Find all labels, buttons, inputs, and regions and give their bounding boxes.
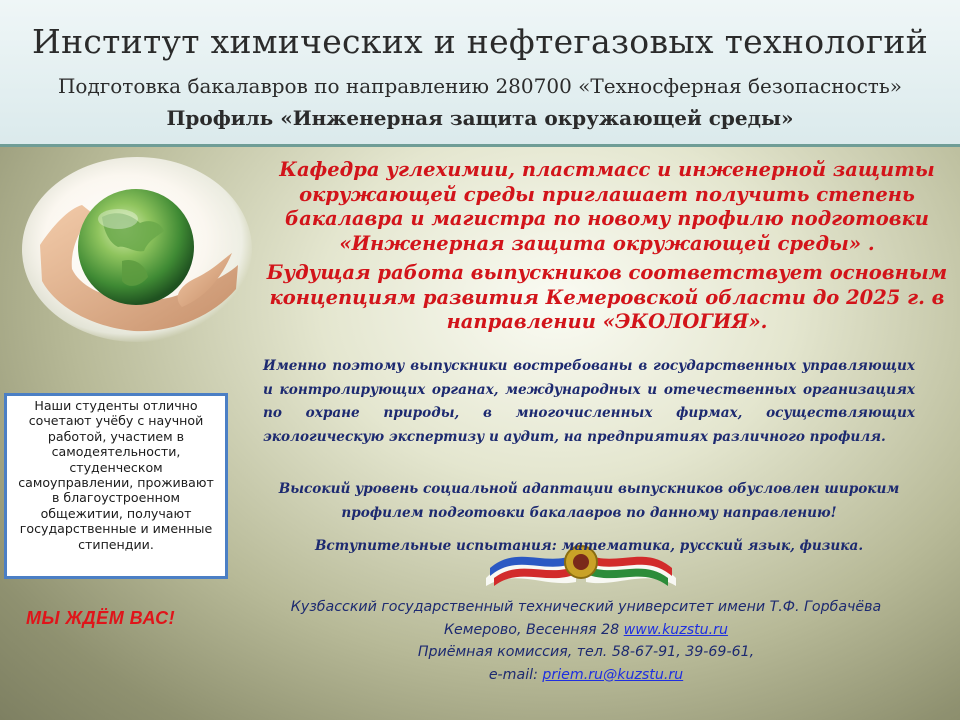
address-text: Кемерово, Весенняя 28 bbox=[443, 621, 624, 638]
globe-in-hands-icon bbox=[22, 157, 252, 342]
email-line bbox=[256, 664, 916, 687]
student-life-text: Наши студенты отлично сочетают учёбу с научной работой, участием в самодеятельности, студенческом самоуправлении, проживают в благоустроенном общежитии, получают государственные и именные стипендии. bbox=[18, 398, 214, 552]
intro-red-text bbox=[262, 158, 952, 335]
institute-title: Институт химических и нефтегазовых технологий bbox=[31, 22, 928, 61]
address-line bbox=[256, 619, 916, 642]
intro-paragraph-2: Будущая работа выпускников соответствует основным концепциям развития Кемеровской области до 2025 г. в направлении «ЭКОЛОГИЯ». bbox=[266, 261, 948, 333]
university-name: Кузбасский государственный технический университет имени Т.Ф. Горбачёва bbox=[290, 599, 882, 615]
contacts-footer bbox=[256, 596, 916, 686]
header-banner bbox=[0, 0, 960, 147]
welcome-slogan: МЫ ЖДЁМ ВАС! bbox=[26, 608, 176, 628]
student-life-box bbox=[4, 393, 228, 579]
entrance-exams: Вступительные испытания: математика, русский язык, физика. bbox=[314, 538, 864, 554]
careers-paragraph: Именно поэтому выпускники востребованы в государственных управляющих и контролирующих органах, международных и отечественных организациях по охране природы, в многочисленных фирмах, осуществляющих экологическую экспертизу и аудит, на предприятиях различного профиля. bbox=[263, 358, 915, 445]
program-subtitle: Подготовка бакалавров по направлению 280700 «Техносферная безопасность» bbox=[57, 74, 902, 98]
adaptation-paragraph: Высокий уровень социальной адаптации выпускников обусловлен широким профилем подготовки бакалавров по данному направлению! bbox=[278, 481, 900, 521]
intro-paragraph-1: Кафедра углехимии, пластмасс и инженерной защиты окружающей среды приглашает получить степень бакалавра и магистра по новому профилю подготовки «Инженерная защита окружающей среды» . bbox=[279, 158, 935, 255]
admissions-phone: Приёмная комиссия, тел. 58-67-91, 39-69-61, bbox=[417, 644, 755, 660]
website-link[interactable]: www.kuzstu.ru bbox=[623, 621, 729, 638]
profile-title: Профиль «Инженерная защита окружающей среды» bbox=[166, 106, 794, 130]
email-link[interactable]: priem.ru@kuzstu.ru bbox=[542, 666, 684, 683]
careers-text bbox=[263, 355, 915, 449]
email-label: e-mail: bbox=[488, 666, 543, 683]
